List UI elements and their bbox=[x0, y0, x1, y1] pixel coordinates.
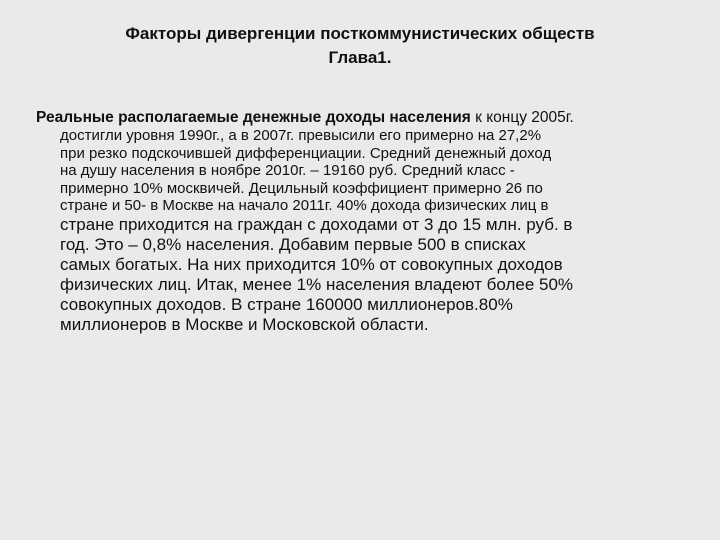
paragraph-line: примерно 10% москвичей. Децильный коэффициент примерно 26 по bbox=[60, 179, 543, 197]
body-text bbox=[36, 108, 688, 335]
lead-rest-text: к концу 2005г. bbox=[470, 109, 574, 126]
paragraph-line: физических лиц. Итак, менее 1% населения владеют более 50% bbox=[60, 274, 574, 294]
title-line-2: Глава1. bbox=[328, 48, 392, 67]
title-line-1: Факторы дивергенции посткоммунистических обществ bbox=[125, 24, 595, 43]
paragraph-line: на душу населения в ноябре 2010г. – 19160 руб. Средний класс - bbox=[60, 162, 515, 179]
paragraph-line: год. Это – 0,8% населения. Добавим первые 500 в списках bbox=[60, 234, 526, 254]
paragraph-line: совокупных доходов. В стране 160000 миллионеров.80% bbox=[60, 294, 513, 314]
paragraph-line: достигли уровня 1990г., а в 2007г. превысили его примерно на 27,2% bbox=[60, 127, 542, 144]
paragraph-line: стране и 50- в Москве на начало 2011г. 40% дохода физических лиц в bbox=[60, 197, 549, 214]
slide-title bbox=[0, 22, 720, 70]
lead-bold-text: Реальные располагаемые денежные доходы населения bbox=[36, 109, 471, 126]
paragraph-line: миллионеров в Москве и Московской области. bbox=[60, 314, 429, 334]
paragraph-line: при резко подскочившей дифференциации. Средний денежный доход bbox=[60, 144, 552, 162]
paragraph-lead bbox=[36, 108, 688, 127]
paragraph-line: стране приходится на граждан с доходами от 3 до 15 млн. руб. в bbox=[60, 214, 573, 234]
paragraph-line: самых богатых. На них приходится 10% от совокупных доходов bbox=[60, 254, 563, 274]
